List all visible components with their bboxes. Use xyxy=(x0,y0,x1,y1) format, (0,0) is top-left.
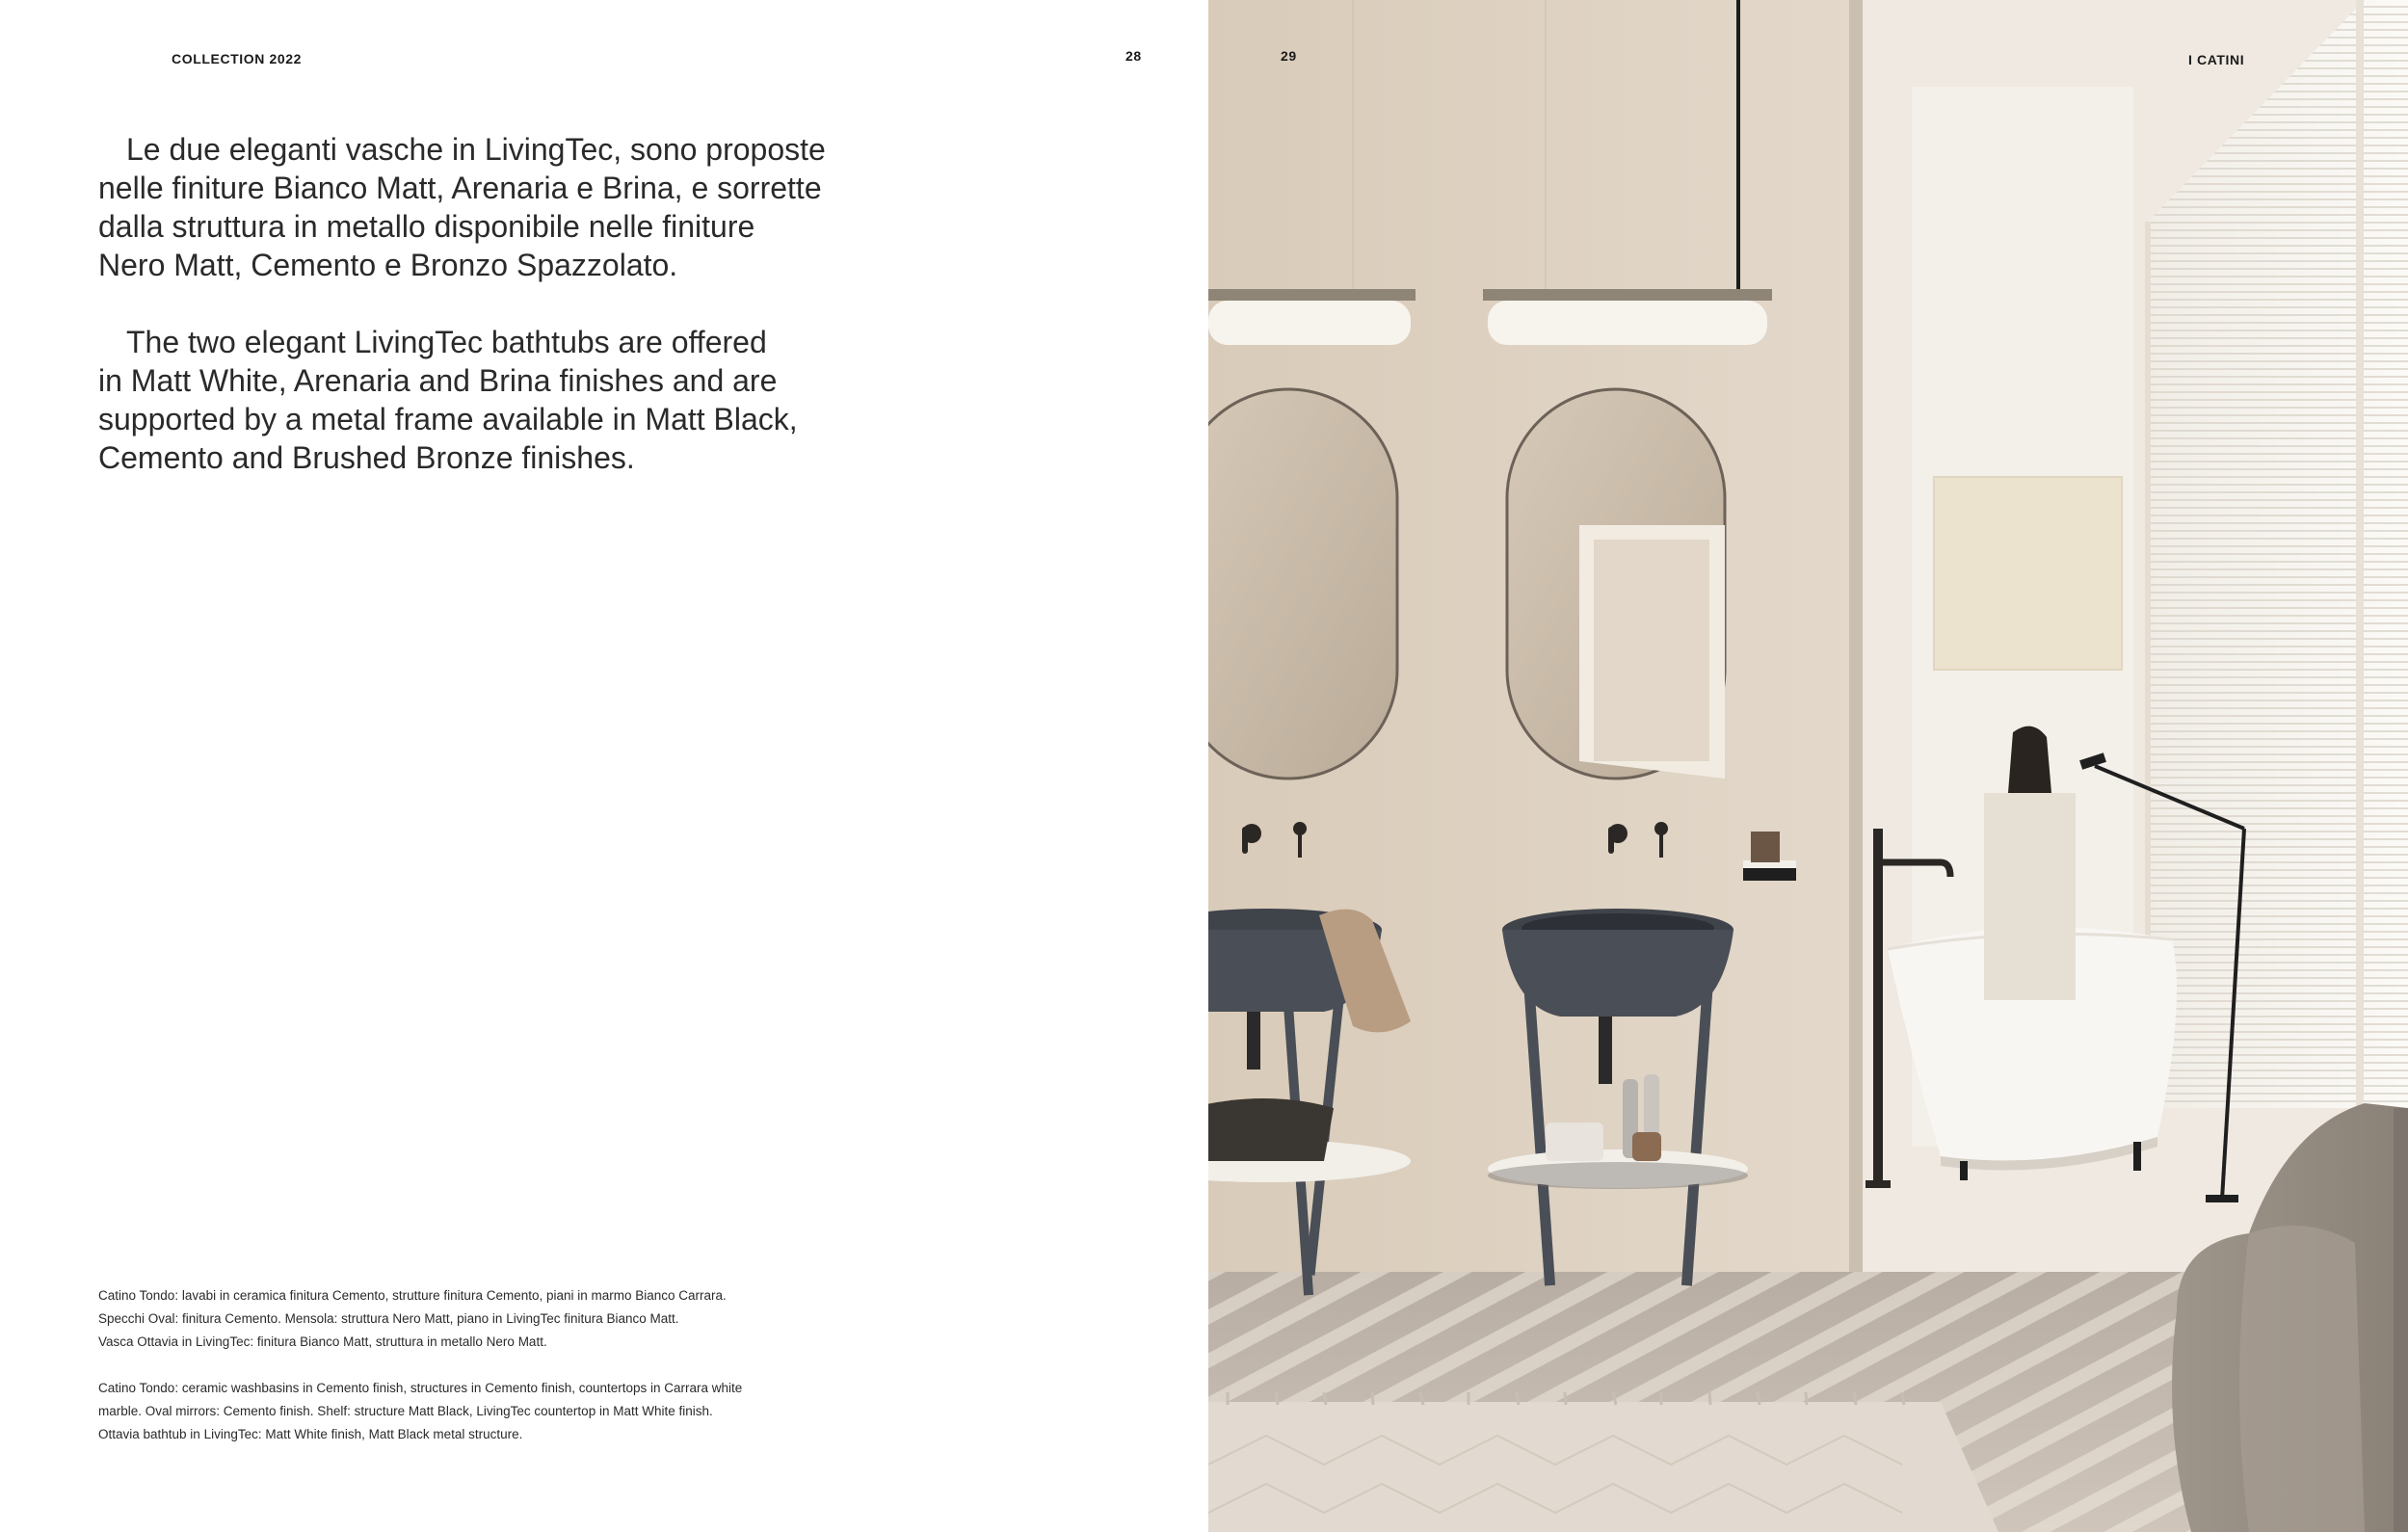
intro-text xyxy=(98,130,869,515)
bathroom-photo xyxy=(1208,0,2408,1532)
intro-line: The two elegant LivingTec bathtubs are offered xyxy=(126,325,767,359)
intro-italian xyxy=(98,130,869,284)
intro-line: supported by a metal frame available in Matt Black, xyxy=(98,402,798,436)
intro-line: Le due eleganti vasche in LivingTec, sono proposte xyxy=(126,132,826,167)
intro-line: dalla struttura in metallo disponibile nelle finiture xyxy=(98,209,755,244)
page-number-right: 29 xyxy=(1281,48,1297,64)
caption-english xyxy=(98,1377,831,1446)
collection-label: COLLECTION 2022 xyxy=(172,51,303,66)
photo-captions xyxy=(98,1284,831,1469)
intro-line: nelle finiture Bianco Matt, Arenaria e Brina, e sorrette xyxy=(98,171,822,205)
caption-line: Vasca Ottavia in LivingTec: finitura Bianco Matt, struttura in metallo Nero Matt. xyxy=(98,1334,547,1349)
section-label: I CATINI xyxy=(2188,52,2245,67)
intro-line: Cemento and Brushed Bronze finishes. xyxy=(98,440,635,475)
caption-line: marble. Oval mirrors: Cemento finish. Shelf: structure Matt Black, LivingTec countertop in Matt White finish. xyxy=(98,1404,713,1418)
intro-line: Nero Matt, Cemento e Bronzo Spazzolato. xyxy=(98,248,678,282)
caption-line: Ottavia bathtub in LivingTec: Matt White finish, Matt Black metal structure. xyxy=(98,1427,523,1441)
caption-italian xyxy=(98,1284,831,1354)
page-number-left: 28 xyxy=(1125,48,1142,64)
caption-line: Catino Tondo: lavabi in ceramica finitura Cemento, strutture finitura Cemento, piani in marmo Bianco Carrara. xyxy=(98,1288,727,1303)
intro-line: in Matt White, Arenaria and Brina finishes and are xyxy=(98,363,778,398)
bathroom-illustration xyxy=(1208,0,2408,1532)
intro-english xyxy=(98,323,869,477)
caption-line: Catino Tondo: ceramic washbasins in Cemento finish, structures in Cemento finish, countertops in Carrara white xyxy=(98,1381,743,1395)
caption-line: Specchi Oval: finitura Cemento. Mensola: struttura Nero Matt, piano in LivingTec finitura Bianco Matt. xyxy=(98,1311,679,1326)
